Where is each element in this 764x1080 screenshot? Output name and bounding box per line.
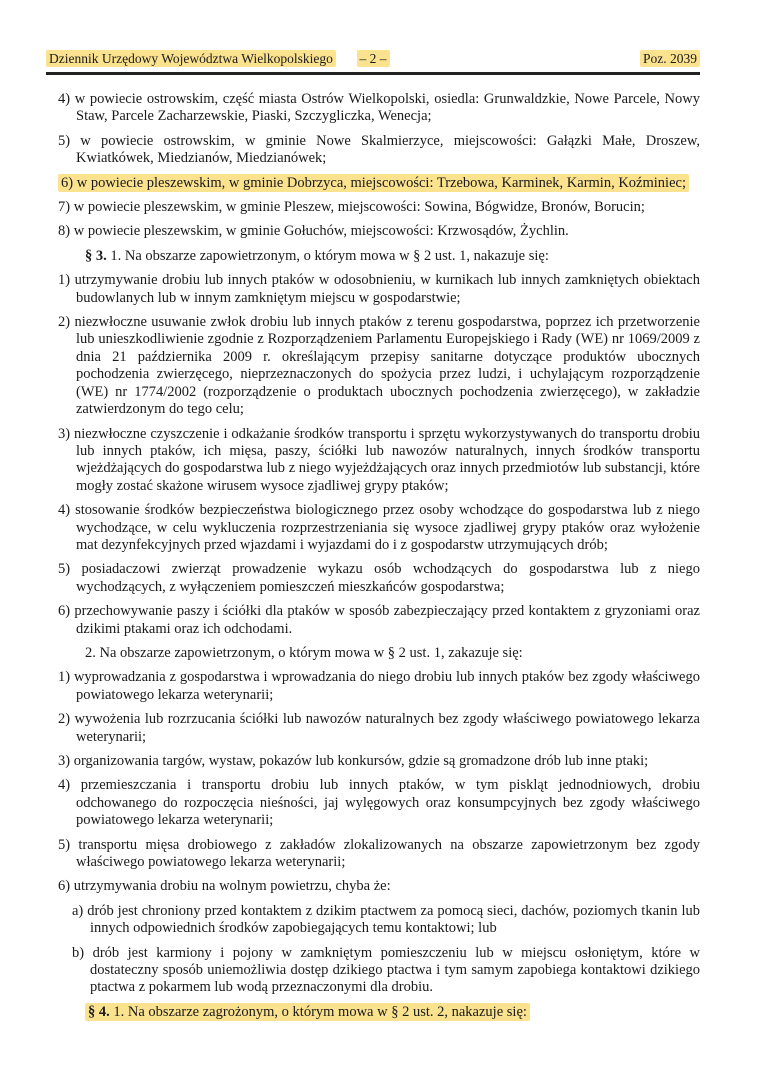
- page-number-highlight: – 2 –: [357, 50, 390, 67]
- paragraph-text: 7) w powiecie pleszewskim, w gminie Pleszew, miejscowości: Sowina, Bógwidze, Bronów, Borucin;: [58, 199, 645, 216]
- paragraph-text: 4) w powiecie ostrowskim, część miasta Ostrów Wielkopolski, osiedla: Grunwaldzkie, Nowe Parcele, Nowy Staw, Parcele Zacharzewskie, Piaski, Szczygliczka, Wenecja;: [58, 91, 700, 125]
- page-header: [46, 50, 700, 67]
- header-rule: [46, 72, 700, 75]
- list-paragraph-15: [46, 711, 700, 746]
- paragraph-text: 2) niezwłoczne usuwanie zwłok drobiu lub innych ptaków z terenu gospodarstwa, poprzez ich przetworzenie lub unieszkodliwienie zgodnie z Rozporządzeniem Parlamentu Europejskiego i Rady (WE) nr 1069/2009 z dnia 21 października 2009 r. określającym przepisy sanitarne dotyczące produktów ubocznych pochodzenia zwierzęcego, nieprzeznaczonych do spożycia przez ludzi, i uchylającym rozporządzenie (WE) nr 1774/2002 (rozporządzenie o produktach ubocznych pochodzenia zwierzęcego), w zakładzie zatwierdzonym do tego celu;: [58, 314, 700, 418]
- paragraph-text: b) drób jest karmiony i pojony w zamkniętym pomieszczeniu lub w miejscu osłoniętym, które w dostateczny sposób uniemożliwia dostęp dzikiego ptactwa i tym samym zapobiega kontaktowi dzikiego ptactwa z pokarmem lub wodą przeznaczonymi dla drobiu.: [72, 944, 700, 996]
- document-body: [46, 91, 700, 1021]
- list-paragraph-2: [46, 133, 700, 168]
- list-paragraph-18: [46, 837, 700, 872]
- paragraph-text: 5) w powiecie ostrowskim, w gminie Nowe Skalmierzyce, miejscowości: Gałązki Małe, Droszew, Kwiatkówek, Miedzianów, Miedzianówek;: [58, 132, 700, 167]
- list-marker: 4): [58, 777, 81, 794]
- list-paragraph-20: [46, 903, 700, 938]
- paragraph-text: 6) utrzymywania drobiu na wolnym powietrzu, chyba że:: [58, 878, 391, 895]
- list-marker: b): [72, 944, 93, 961]
- section-number: § 3.: [85, 247, 111, 264]
- list-marker: 8): [58, 223, 74, 240]
- list-marker: 5): [58, 836, 79, 853]
- section-heading-22: [46, 1004, 700, 1021]
- paragraph-text: 5) posiadaczowi zwierząt prowadzenie wykazu osób wchodzących do gospodarstwa lub z niego wychodzących, z wyłączeniem pomieszczeń mieszkańców gospodarstwa;: [58, 561, 700, 595]
- list-paragraph-1: [46, 91, 700, 126]
- list-marker: 3): [58, 425, 74, 442]
- paragraph-text: a) drób jest chroniony przed kontaktem z dzikim ptactwem za pomocą sieci, dachów, poziomych tkanin lub innych odpowiednich środków zapobiegających temu kontaktowi; lub: [72, 902, 700, 937]
- paragraph-text: 8) w powiecie pleszewskim, w gminie Gołuchów, miejscowości: Krzwosądów, Żychlin.: [58, 223, 569, 240]
- paragraph-text: 5) transportu mięsa drobiowego z zakładów zlokalizowanych na obszarze zapowietrzonym bez zgody właściwego powiatowego lekarza weterynarii;: [58, 836, 700, 871]
- list-marker: 4): [58, 91, 75, 107]
- list-paragraph-9: [46, 426, 700, 496]
- header-position-number: [390, 50, 701, 67]
- paragraph-text: 6) przechowywanie paszy i ściółki dla ptaków w sposób zabezpieczający przed kontaktem z gryzoniami oraz dzikimi ptakami oraz ich odchodami.: [58, 603, 700, 637]
- list-paragraph-8: [46, 314, 700, 418]
- section-heading-6: [46, 248, 700, 265]
- section-number: § 4.: [88, 1003, 114, 1020]
- paragraph-text: 4) przemieszczania i transportu drobiu lub innych ptaków, w tym piskląt jednodniowych, drobiu odchowanego do rozpoczęcia nieśności, jaj wylęgowych oraz konsumpcyjnych bez zgody właściwego powiatowego lekarza weterynarii;: [58, 777, 700, 829]
- paragraph-text: 1) wyprowadzania z gospodarstwa i wprowadzania do niego drobiu lub innych ptaków bez zgody właściwego powiatowego lekarza weterynarii;: [58, 669, 700, 703]
- list-paragraph-13: [46, 645, 700, 662]
- list-marker: 5): [58, 561, 82, 578]
- list-paragraph-5: [46, 223, 700, 240]
- list-paragraph-16: [46, 753, 700, 770]
- paragraph-text: 1) utrzymywanie drobiu lub innych ptaków w odosobnieniu, w kurnikach lub innych zamkniętych obiektach budowlanych lub w innym zamkniętym miejscu w gospodarstwie;: [58, 272, 700, 306]
- list-paragraph-4: [46, 199, 700, 216]
- list-marker: 7): [58, 199, 74, 216]
- paragraph-text: 3) niezwłoczne czyszczenie i odkażanie środków transportu i sprzętu wykorzystywanych do transportu drobiu lub innych ptaków, ich mięsa, paszy, ściółki lub nawozów naturalnych, innych środków transportu wjeżdżających do gospodarstwa lub z niego wyjeżdżających oraz innych przedmiotów lub substancji, które mogły zostać skażone wirusem wysoce zjadliwej grypy ptaków;: [58, 425, 700, 494]
- journal-title-highlight: Dziennik Urzędowy Województwa Wielkopolskiego: [46, 50, 336, 67]
- header-page-number: [357, 50, 390, 67]
- list-paragraph-21: [46, 945, 700, 997]
- list-marker: 3): [58, 753, 74, 769]
- list-marker: 5): [58, 132, 81, 149]
- paragraph-text: 3) organizowania targów, wystaw, pokazów lub konkursów, gdzie są gromadzone drób lub inne ptaki;: [58, 753, 649, 769]
- list-marker: 1): [58, 669, 74, 686]
- header-journal-title: [46, 50, 357, 67]
- list-paragraph-7: [46, 272, 700, 307]
- list-paragraph-14: [46, 669, 700, 704]
- highlighted-text: § 4. 1. Na obszarze zagrożonym, o którym mowa w § 2 ust. 2, nakazuje się:: [85, 1003, 530, 1021]
- list-paragraph-3: [46, 175, 700, 192]
- paragraph-text: 2) wywożenia lub rozrzucania ściółki lub nawozów naturalnych bez zgody właściwego powiatowego lekarza weterynarii;: [58, 711, 700, 745]
- list-marker: a): [72, 902, 88, 919]
- list-marker: 1): [58, 272, 75, 289]
- paragraph-text: 2. Na obszarze zapowietrzonym, o którym mowa w § 2 ust. 1, zakazuje się:: [85, 644, 523, 661]
- list-marker: 2): [58, 711, 75, 728]
- list-paragraph-11: [46, 561, 700, 596]
- list-paragraph-12: [46, 603, 700, 638]
- list-marker: 6): [58, 878, 74, 895]
- list-paragraph-19: [46, 878, 700, 895]
- list-marker: 4): [58, 502, 76, 519]
- list-marker: 2): [58, 314, 75, 331]
- list-marker: 6): [58, 603, 75, 620]
- paragraph-text: 4) stosowanie środków bezpieczeństwa biologicznego przez osoby wchodzące do gospodarstwa lub z niego wychodzące, w celu wykluczenia rozprzestrzeniania się wysoce zjadliwej grypy ptaków oraz wyłożenie mat dezynfekcyjnych przed wjazdami i wyjazdami do i z gospodarstw utrzymujących drób;: [58, 502, 700, 553]
- list-paragraph-17: [46, 777, 700, 829]
- position-number-highlight: Poz. 2039: [640, 50, 700, 67]
- highlighted-text: 6) w powiecie pleszewskim, w gminie Dobrzyca, miejscowości: Trzebowa, Karminek, Karmin, Koźminiec;: [58, 174, 689, 192]
- list-paragraph-10: [46, 502, 700, 554]
- paragraph-text: § 3. 1. Na obszarze zapowietrzonym, o którym mowa w § 2 ust. 1, nakazuje się:: [85, 247, 549, 264]
- list-marker: 6): [61, 174, 77, 191]
